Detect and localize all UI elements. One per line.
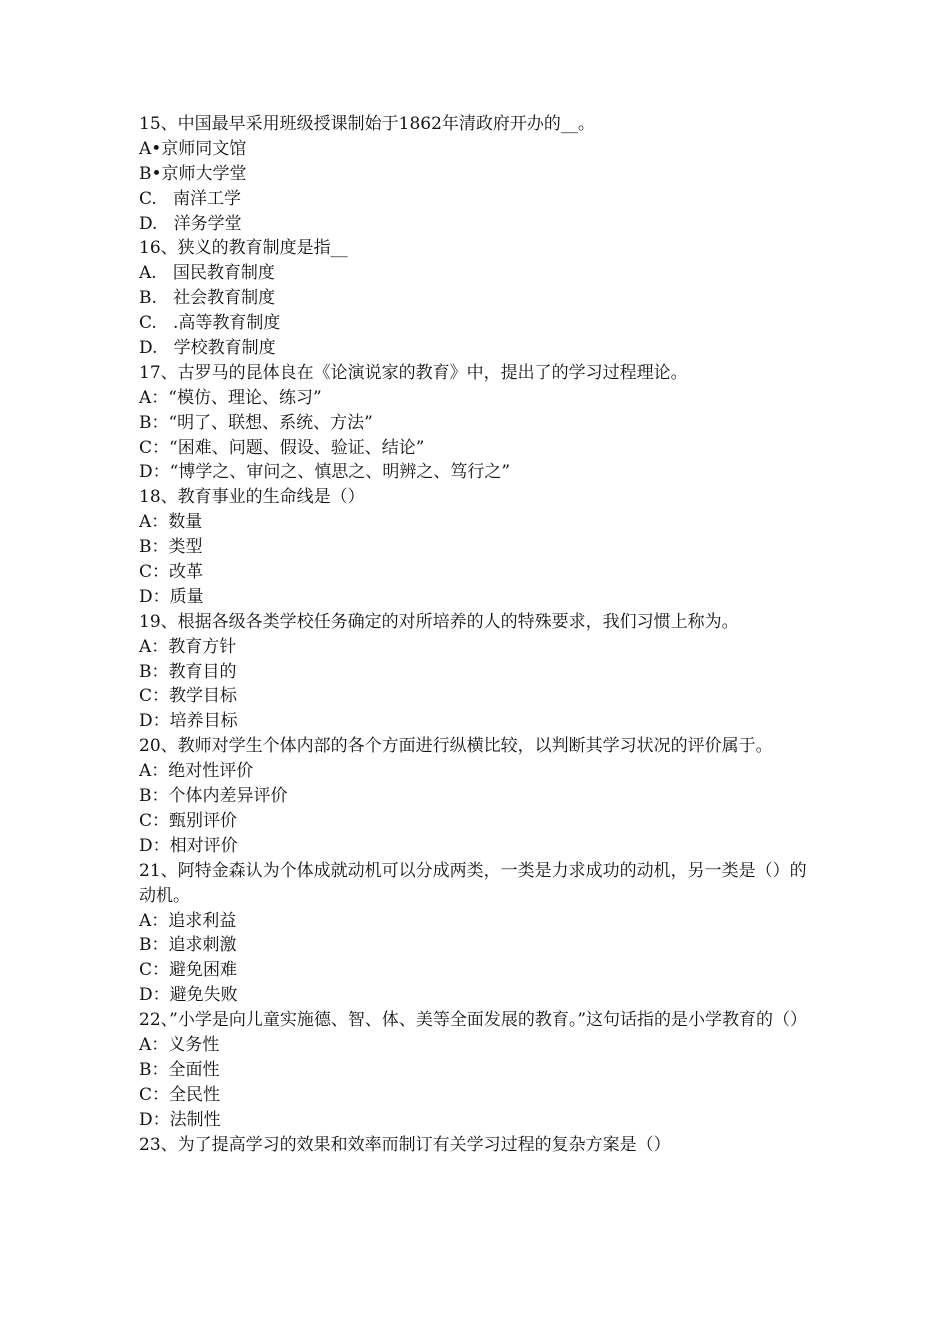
- question-stem-22: 22、”小学是向儿童实施德、智、体、美等全面发展的教育。”这句话指的是小学教育的（）: [139, 1010, 808, 1031]
- document-body: [139, 112, 815, 1157]
- option-16-d: D. 学校教育制度: [139, 338, 276, 359]
- option-16-b: B. 社会教育制度: [139, 288, 276, 309]
- option-15-d: D. 洋务学堂: [139, 213, 242, 234]
- option-20-d: D：相对评价: [139, 835, 238, 856]
- question-stem-15: 15、中国最早采用班级授课制始于1862年清政府开办的__。: [139, 114, 595, 134]
- question-stem-20: 20、教师对学生个体内部的各个方面进行纵横比较，以判断其学习状况的评价属于。: [139, 736, 773, 757]
- option-20-a: A：绝对性评价: [139, 761, 254, 782]
- question-stem-16: 16、狭义的教育制度是指__: [139, 238, 348, 259]
- option-20-b: B：个体内差异评价: [139, 786, 288, 807]
- option-17-a: A：“模仿、理论、练习”: [139, 387, 322, 408]
- option-18-b: B：类型: [139, 537, 203, 558]
- option-18-c: C：改革: [139, 562, 204, 583]
- option-19-d: D：培养目标: [139, 711, 238, 732]
- option-18-d: D：质量: [139, 586, 204, 607]
- option-21-d: D：避免失败: [139, 985, 238, 1006]
- option-22-a: A：义务性: [139, 1035, 220, 1056]
- option-17-d: D：“博学之、审问之、慎思之、明辨之、笃行之”: [139, 462, 511, 483]
- option-22-c: C：全民性: [139, 1084, 221, 1105]
- option-17-c: C：“困难、问题、假设、验证、结论”: [139, 437, 425, 458]
- option-19-b: B：教育目的: [139, 661, 237, 682]
- option-15-a: A•京师同文馆: [139, 138, 247, 159]
- option-16-a: A. 国民教育制度: [139, 263, 275, 284]
- question-stem-17: 17、古罗马的昆体良在《论演说家的教育》中，提出了的学习过程理论。: [139, 362, 688, 383]
- question-stem-23: 23、为了提高学习的效果和效率而制订有关学习过程的复杂方案是（）: [139, 1134, 671, 1155]
- option-15-c: C. 南洋工学: [139, 188, 242, 209]
- question-stem-18: 18、教育事业的生命线是（）: [139, 487, 365, 508]
- option-18-a: A：数量: [139, 512, 203, 533]
- question-stem-21: 21、阿特金森认为个体成就动机可以分成两类，一类是力求成功的动机，另一类是（）的动机。: [139, 860, 807, 906]
- option-17-b: B：“明了、联想、系统、方法”: [139, 412, 373, 433]
- option-21-c: C：避免困难: [139, 960, 238, 981]
- option-16-c: C. .高等教育制度: [139, 313, 281, 334]
- option-15-b: B•京师大学堂: [139, 163, 247, 184]
- option-21-a: A：追求利益: [139, 910, 237, 931]
- option-22-d: D：法制性: [139, 1109, 221, 1130]
- option-22-b: B：全面性: [139, 1059, 220, 1080]
- option-21-b: B：追求刺激: [139, 935, 237, 956]
- option-19-c: C：教学目标: [139, 686, 238, 707]
- option-19-a: A：教育方针: [139, 636, 237, 657]
- question-stem-19: 19、根据各级各类学校任务确定的对所培养的人的特殊要求，我们习惯上称为。: [139, 611, 739, 632]
- option-20-c: C：甄别评价: [139, 810, 238, 831]
